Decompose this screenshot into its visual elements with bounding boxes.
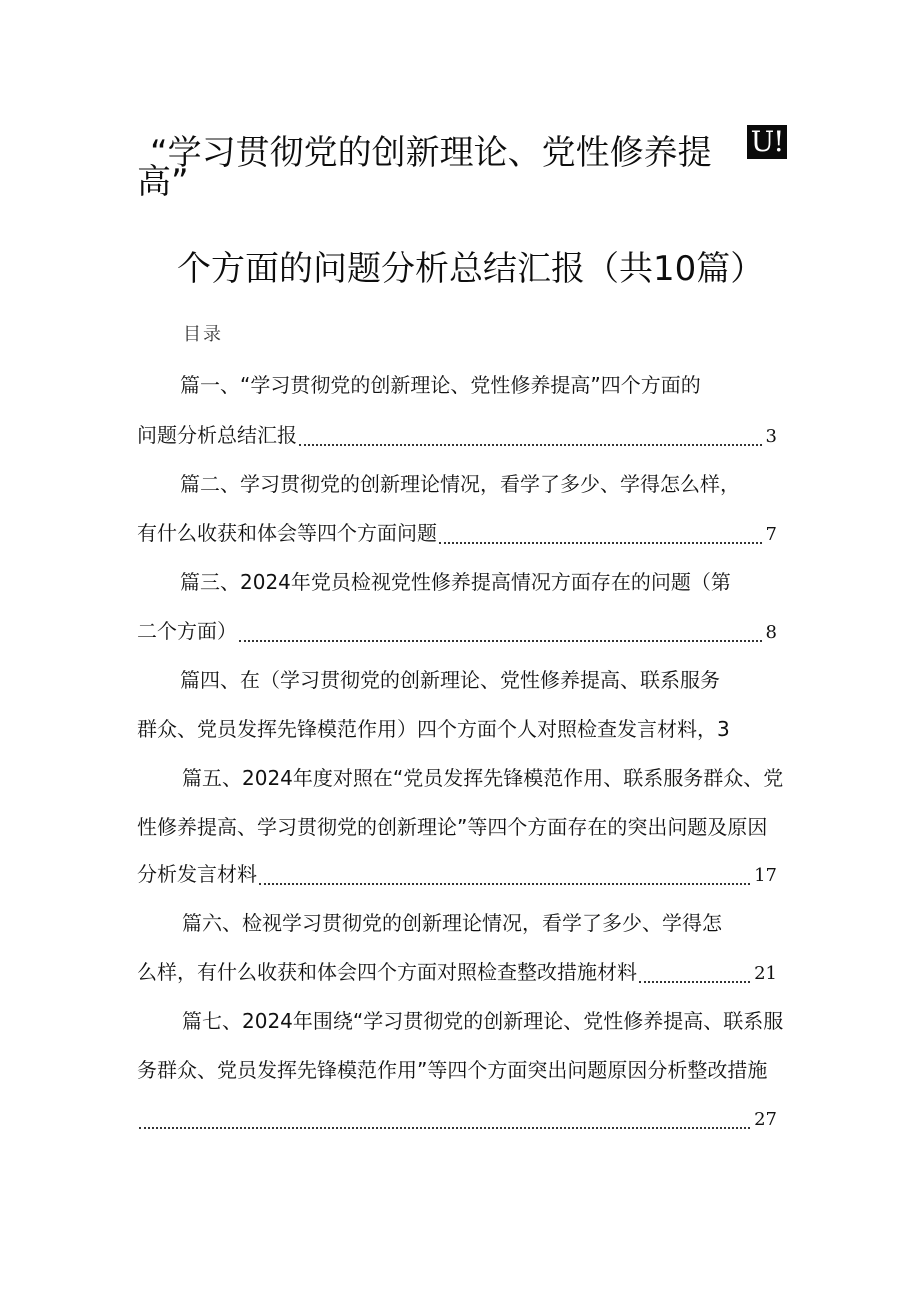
toc-entry-6-last-line[interactable] [137,957,777,989]
dot-leader [259,883,750,885]
toc-entry-1-last-line[interactable] [137,420,777,452]
toc-entry-2-text: 有什么收获和体会等四个方面问题 [137,521,437,545]
page-number: 7 [765,524,777,545]
toc-entry-3-last-line[interactable] [137,616,777,648]
dot-leader [439,542,762,544]
page-number: 8 [765,622,777,643]
toc-entry-7-last-line[interactable] [137,1105,777,1135]
toc-heading: 目录 [183,324,223,345]
toc-entry-2-last-line[interactable] [137,518,777,550]
logo-badge: U! [747,125,787,159]
toc-entry-7-line-1: 篇七、2024年围绕“学习贯彻党的创新理论、党性修养提高、联系服 [182,1009,784,1033]
toc-entry-5-line-2: 性修养提高、学习贯彻党的创新理论”等四个方面存在的突出问题及原因 [137,815,768,839]
dot-leader [299,444,762,446]
toc-entry-3-text: 二个方面） [137,619,237,643]
dot-leader [139,1127,750,1129]
toc-entry-3-line-1: 篇三、2024年党员检视党性修养提高情况方面存在的问题（第 [180,570,731,594]
toc-entry-1-line-1: 篇一、“学习贯彻党的创新理论、党性修养提高”四个方面的 [180,373,701,397]
toc-entry-6-text: 么样，有什么收获和体会四个方面对照检查整改措施材料 [137,960,637,984]
toc-entry-4-line-2[interactable]: 群众、党员发挥先锋模范作用）四个方面个人对照检查发言材料，3 [137,717,730,741]
toc-entry-6-line-1: 篇六、检视学习贯彻党的创新理论情况，看学了多少、学得怎 [182,911,722,935]
toc-entry-5-last-line[interactable] [137,859,777,891]
toc-entry-5-line-1: 篇五、2024年度对照在“党员发挥先锋模范作用、联系服务群众、党 [182,766,784,790]
dot-leader [639,981,750,983]
toc-entry-1-text: 问题分析总结汇报 [137,423,297,447]
document-title-line-1: “学习贯彻党的创新理论、党性修养提 [150,133,712,173]
page-number: 17 [754,865,777,886]
dot-leader [239,640,762,642]
toc-entry-4-line-1: 篇四、在（学习贯彻党的创新理论、党性修养提高、联系服务 [180,668,720,692]
toc-entry-7-line-2: 务群众、党员发挥先锋模范作用”等四个方面突出问题原因分析整改措施 [137,1058,768,1082]
page-number: 21 [754,963,777,984]
document-title-line-2: 高” [137,162,189,202]
toc-entry-5-text: 分析发言材料 [137,862,257,886]
document-title-line-3: 个方面的问题分析总结汇报（共10篇） [177,249,765,289]
toc-entry-2-line-1: 篇二、学习贯彻党的创新理论情况，看学了多少、学得怎么样， [180,472,740,496]
page-number: 27 [754,1109,777,1130]
page-number: 3 [765,426,777,447]
